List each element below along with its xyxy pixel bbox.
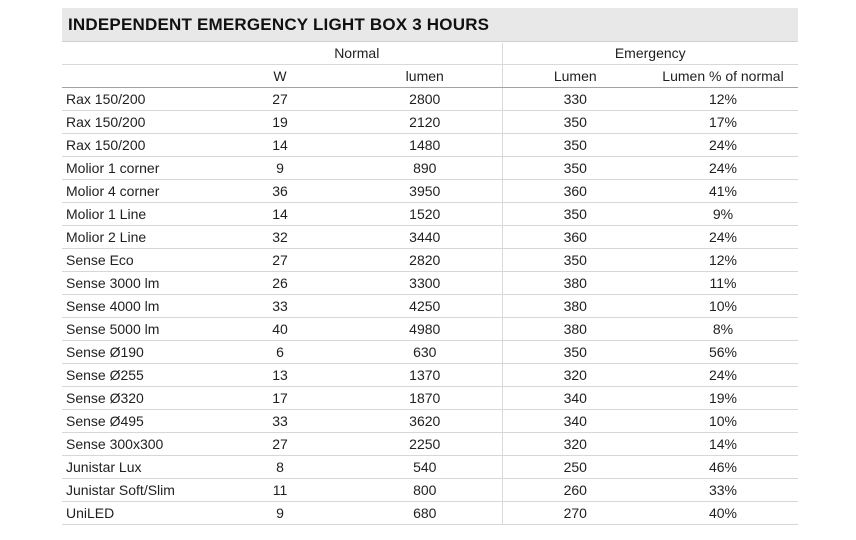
table-row — [62, 271, 798, 294]
table-row — [62, 225, 798, 248]
value-cell: 27 — [212, 432, 348, 455]
product-name-cell: Rax 150/200 — [62, 133, 212, 156]
column-header-em-lumen: Lumen — [502, 64, 648, 87]
value-cell: 350 — [502, 340, 648, 363]
value-cell: 27 — [212, 87, 348, 110]
value-cell: 340 — [502, 409, 648, 432]
value-cell: 380 — [502, 317, 648, 340]
table-row — [62, 363, 798, 386]
product-name-cell: Sense 300x300 — [62, 432, 212, 455]
value-cell: 40 — [212, 317, 348, 340]
value-cell: 800 — [348, 478, 502, 501]
value-cell: 19% — [648, 386, 798, 409]
table-row — [62, 478, 798, 501]
value-cell: 41% — [648, 179, 798, 202]
value-cell: 9 — [212, 501, 348, 524]
table-row — [62, 156, 798, 179]
value-cell: 250 — [502, 455, 648, 478]
product-name-cell: Sense Ø320 — [62, 386, 212, 409]
value-cell: 380 — [502, 271, 648, 294]
value-cell: 540 — [348, 455, 502, 478]
value-cell: 260 — [502, 478, 648, 501]
product-name-cell: Sense 4000 lm — [62, 294, 212, 317]
data-table — [62, 43, 798, 525]
value-cell: 350 — [502, 248, 648, 271]
table-row — [62, 386, 798, 409]
value-cell: 320 — [502, 432, 648, 455]
product-name-cell: Sense Ø495 — [62, 409, 212, 432]
column-header-w: W — [212, 64, 348, 87]
product-name-cell: Sense Ø255 — [62, 363, 212, 386]
column-header-row — [62, 64, 798, 87]
product-name-cell: Sense Ø190 — [62, 340, 212, 363]
value-cell: 6 — [212, 340, 348, 363]
value-cell: 350 — [502, 133, 648, 156]
table-row — [62, 202, 798, 225]
value-cell: 26 — [212, 271, 348, 294]
value-cell: 46% — [648, 455, 798, 478]
product-name-cell: Molior 1 corner — [62, 156, 212, 179]
column-header-pct: Lumen % of normal — [648, 64, 798, 87]
table-title-bar — [62, 8, 798, 42]
value-cell: 1520 — [348, 202, 502, 225]
table-row — [62, 248, 798, 271]
value-cell: 4250 — [348, 294, 502, 317]
group-header-row — [62, 43, 798, 64]
product-name-cell: Rax 150/200 — [62, 87, 212, 110]
value-cell: 24% — [648, 156, 798, 179]
value-cell: 40% — [648, 501, 798, 524]
value-cell: 9% — [648, 202, 798, 225]
value-cell: 3440 — [348, 225, 502, 248]
value-cell: 27 — [212, 248, 348, 271]
value-cell: 1870 — [348, 386, 502, 409]
value-cell: 2120 — [348, 110, 502, 133]
product-name-cell: Molior 4 corner — [62, 179, 212, 202]
table-row — [62, 294, 798, 317]
value-cell: 2800 — [348, 87, 502, 110]
value-cell: 33 — [212, 294, 348, 317]
product-name-cell: Molior 2 Line — [62, 225, 212, 248]
value-cell: 270 — [502, 501, 648, 524]
product-name-cell: Molior 1 Line — [62, 202, 212, 225]
value-cell: 890 — [348, 156, 502, 179]
value-cell: 350 — [502, 156, 648, 179]
value-cell: 8% — [648, 317, 798, 340]
value-cell: 2820 — [348, 248, 502, 271]
value-cell: 4980 — [348, 317, 502, 340]
value-cell: 14% — [648, 432, 798, 455]
group-header-emergency: Emergency — [502, 43, 798, 64]
value-cell: 13 — [212, 363, 348, 386]
product-name-cell: Sense 5000 lm — [62, 317, 212, 340]
product-name-cell: Junistar Soft/Slim — [62, 478, 212, 501]
value-cell: 8 — [212, 455, 348, 478]
value-cell: 12% — [648, 248, 798, 271]
value-cell: 10% — [648, 409, 798, 432]
table-row — [62, 340, 798, 363]
value-cell: 19 — [212, 110, 348, 133]
value-cell: 56% — [648, 340, 798, 363]
value-cell: 33% — [648, 478, 798, 501]
group-header-normal: Normal — [212, 43, 502, 64]
value-cell: 350 — [502, 202, 648, 225]
table-row — [62, 409, 798, 432]
table-row — [62, 110, 798, 133]
emergency-light-table — [62, 8, 798, 525]
column-header-lumen: lumen — [348, 64, 502, 87]
product-name-cell: Rax 150/200 — [62, 110, 212, 133]
table-row — [62, 455, 798, 478]
table-body — [62, 87, 798, 524]
value-cell: 9 — [212, 156, 348, 179]
product-name-cell: Sense 3000 lm — [62, 271, 212, 294]
value-cell: 350 — [502, 110, 648, 133]
page-title: INDEPENDENT EMERGENCY LIGHT BOX 3 HOURS — [68, 14, 490, 34]
value-cell: 630 — [348, 340, 502, 363]
table-row — [62, 133, 798, 156]
value-cell: 24% — [648, 363, 798, 386]
table-row — [62, 432, 798, 455]
value-cell: 17% — [648, 110, 798, 133]
value-cell: 380 — [502, 294, 648, 317]
value-cell: 680 — [348, 501, 502, 524]
value-cell: 24% — [648, 225, 798, 248]
value-cell: 1480 — [348, 133, 502, 156]
value-cell: 2250 — [348, 432, 502, 455]
value-cell: 340 — [502, 386, 648, 409]
product-name-cell: Junistar Lux — [62, 455, 212, 478]
value-cell: 10% — [648, 294, 798, 317]
value-cell: 3950 — [348, 179, 502, 202]
product-name-cell: Sense Eco — [62, 248, 212, 271]
value-cell: 3620 — [348, 409, 502, 432]
value-cell: 14 — [212, 133, 348, 156]
value-cell: 360 — [502, 225, 648, 248]
value-cell: 360 — [502, 179, 648, 202]
value-cell: 33 — [212, 409, 348, 432]
column-header-product — [62, 64, 212, 87]
group-header-blank — [62, 43, 212, 64]
value-cell: 11% — [648, 271, 798, 294]
table-row — [62, 501, 798, 524]
table-row — [62, 317, 798, 340]
value-cell: 12% — [648, 87, 798, 110]
value-cell: 320 — [502, 363, 648, 386]
value-cell: 3300 — [348, 271, 502, 294]
value-cell: 11 — [212, 478, 348, 501]
table-row — [62, 87, 798, 110]
value-cell: 36 — [212, 179, 348, 202]
table-row — [62, 179, 798, 202]
value-cell: 14 — [212, 202, 348, 225]
product-name-cell: UniLED — [62, 501, 212, 524]
value-cell: 24% — [648, 133, 798, 156]
value-cell: 17 — [212, 386, 348, 409]
value-cell: 1370 — [348, 363, 502, 386]
value-cell: 32 — [212, 225, 348, 248]
value-cell: 330 — [502, 87, 648, 110]
